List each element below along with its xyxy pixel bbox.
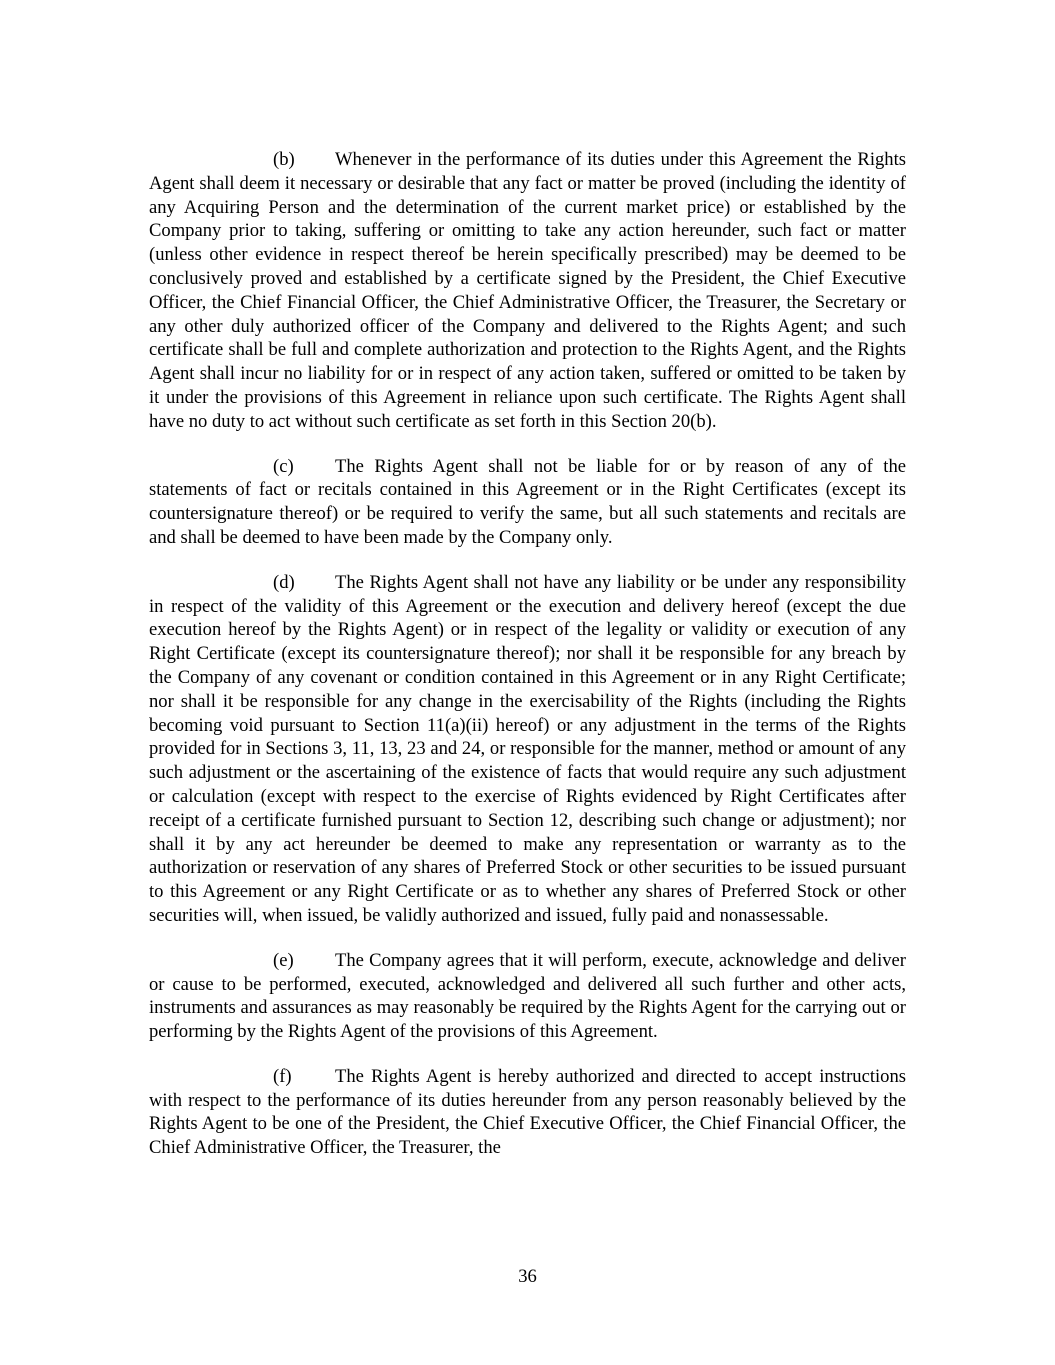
paragraph-marker: (c) bbox=[273, 455, 294, 477]
paragraph-text: The Rights Agent is hereby authorized and directed to accept instructions with respect to the performance of its duties hereunder from any person reasonably believed by the Rights Agent to be one of the President, the Chief Executive Officer, the Chief Financial Officer, the Chief Administrative Officer, the Treasurer, the bbox=[149, 1065, 906, 1159]
paragraph-c bbox=[149, 455, 906, 550]
paragraph-b bbox=[149, 148, 906, 434]
paragraph-text: The Rights Agent shall not have any liability or be under any responsibility in respect of the validity of this Agreement or the execution and delivery hereof (except the due execution hereof by the Rights Agent) or in respect of the legality or validity or execution of any Right Certificate (except its countersignature thereof); nor shall it be responsible for any breach by the Company of any covenant or condition contained in this Agreement or in any Right Certificate; nor shall it be responsible for any change in the exercisability of the Rights (including the Rights becoming void pursuant to Section 11(a)(ii) hereof) or any adjustment in the terms of the Rights provided for in Sections 3, 11, 13, 23 and 24, or responsible for the manner, method or amount of any such adjustment or the ascertaining of the existence of facts that would require any such adjustment or calculation (except with respect to the exercise of Rights evidenced by Right Certificates after receipt of a certificate furnished pursuant to Section 12, describing such change or adjustment); nor shall it by any act hereunder be deemed to make any representation or warranty as to the authorization or reservation of any shares of Preferred Stock or other securities to be issued pursuant to this Agreement or any Right Certificate or as to whether any shares of Preferred Stock or other securities will, when issued, be validly authorized and issued, fully paid and nonassessable. bbox=[149, 571, 906, 926]
paragraph-marker: (e) bbox=[273, 949, 294, 971]
paragraph-f bbox=[149, 1065, 906, 1160]
paragraph-e bbox=[149, 949, 906, 1044]
paragraph-marker: (d) bbox=[273, 571, 295, 593]
page-number: 36 bbox=[518, 1266, 537, 1287]
paragraph-text: The Rights Agent shall not be liable for or by reason of any of the statements of fact or recitals contained in this Agreement or in the Right Certificates (except its countersignature thereof) or be required to verify the same, but all such statements and recitals are and shall be deemed to have been made by the Company only. bbox=[149, 455, 906, 548]
paragraph-d bbox=[149, 571, 906, 928]
paragraph-text: The Company agrees that it will perform, execute, acknowledge and deliver or cause to be performed, executed, acknowledged and delivered all such further and other acts, instruments and assurances as may reasonably be required by the Rights Agent for the carrying out or performing by the Rights Agent of the provisions of this Agreement. bbox=[149, 949, 906, 1043]
paragraph-marker: (f) bbox=[273, 1065, 292, 1087]
paragraph-text: Whenever in the performance of its duties under this Agreement the Rights Agent shall deem it necessary or desirable that any fact or matter be proved (including the identity of any Acquiring Person and the determination of the current market price) or established by the Company prior to taking, suffering or omitting to take any action hereunder, such fact or matter (unless other evidence in respect thereof be herein specifically prescribed) may be deemed to be conclusively proved and established by a certificate signed by the President, the Chief Executive Officer, the Chief Financial Officer, the Chief Administrative Officer, the Treasurer, the Secretary or any other duly authorized officer of the Company and delivered to the Rights Agent; and such certificate shall be full and complete authorization and protection to the Rights Agent, and the Rights Agent shall incur no liability for or in respect of any action taken, suffered or omitted to be taken by it under the provisions of this Agreement in reliance upon such certificate. The Rights Agent shall have no duty to act without such certificate as set forth in this Section 20(b). bbox=[149, 149, 906, 432]
document-body bbox=[149, 148, 906, 1181]
paragraph-marker: (b) bbox=[273, 149, 295, 170]
